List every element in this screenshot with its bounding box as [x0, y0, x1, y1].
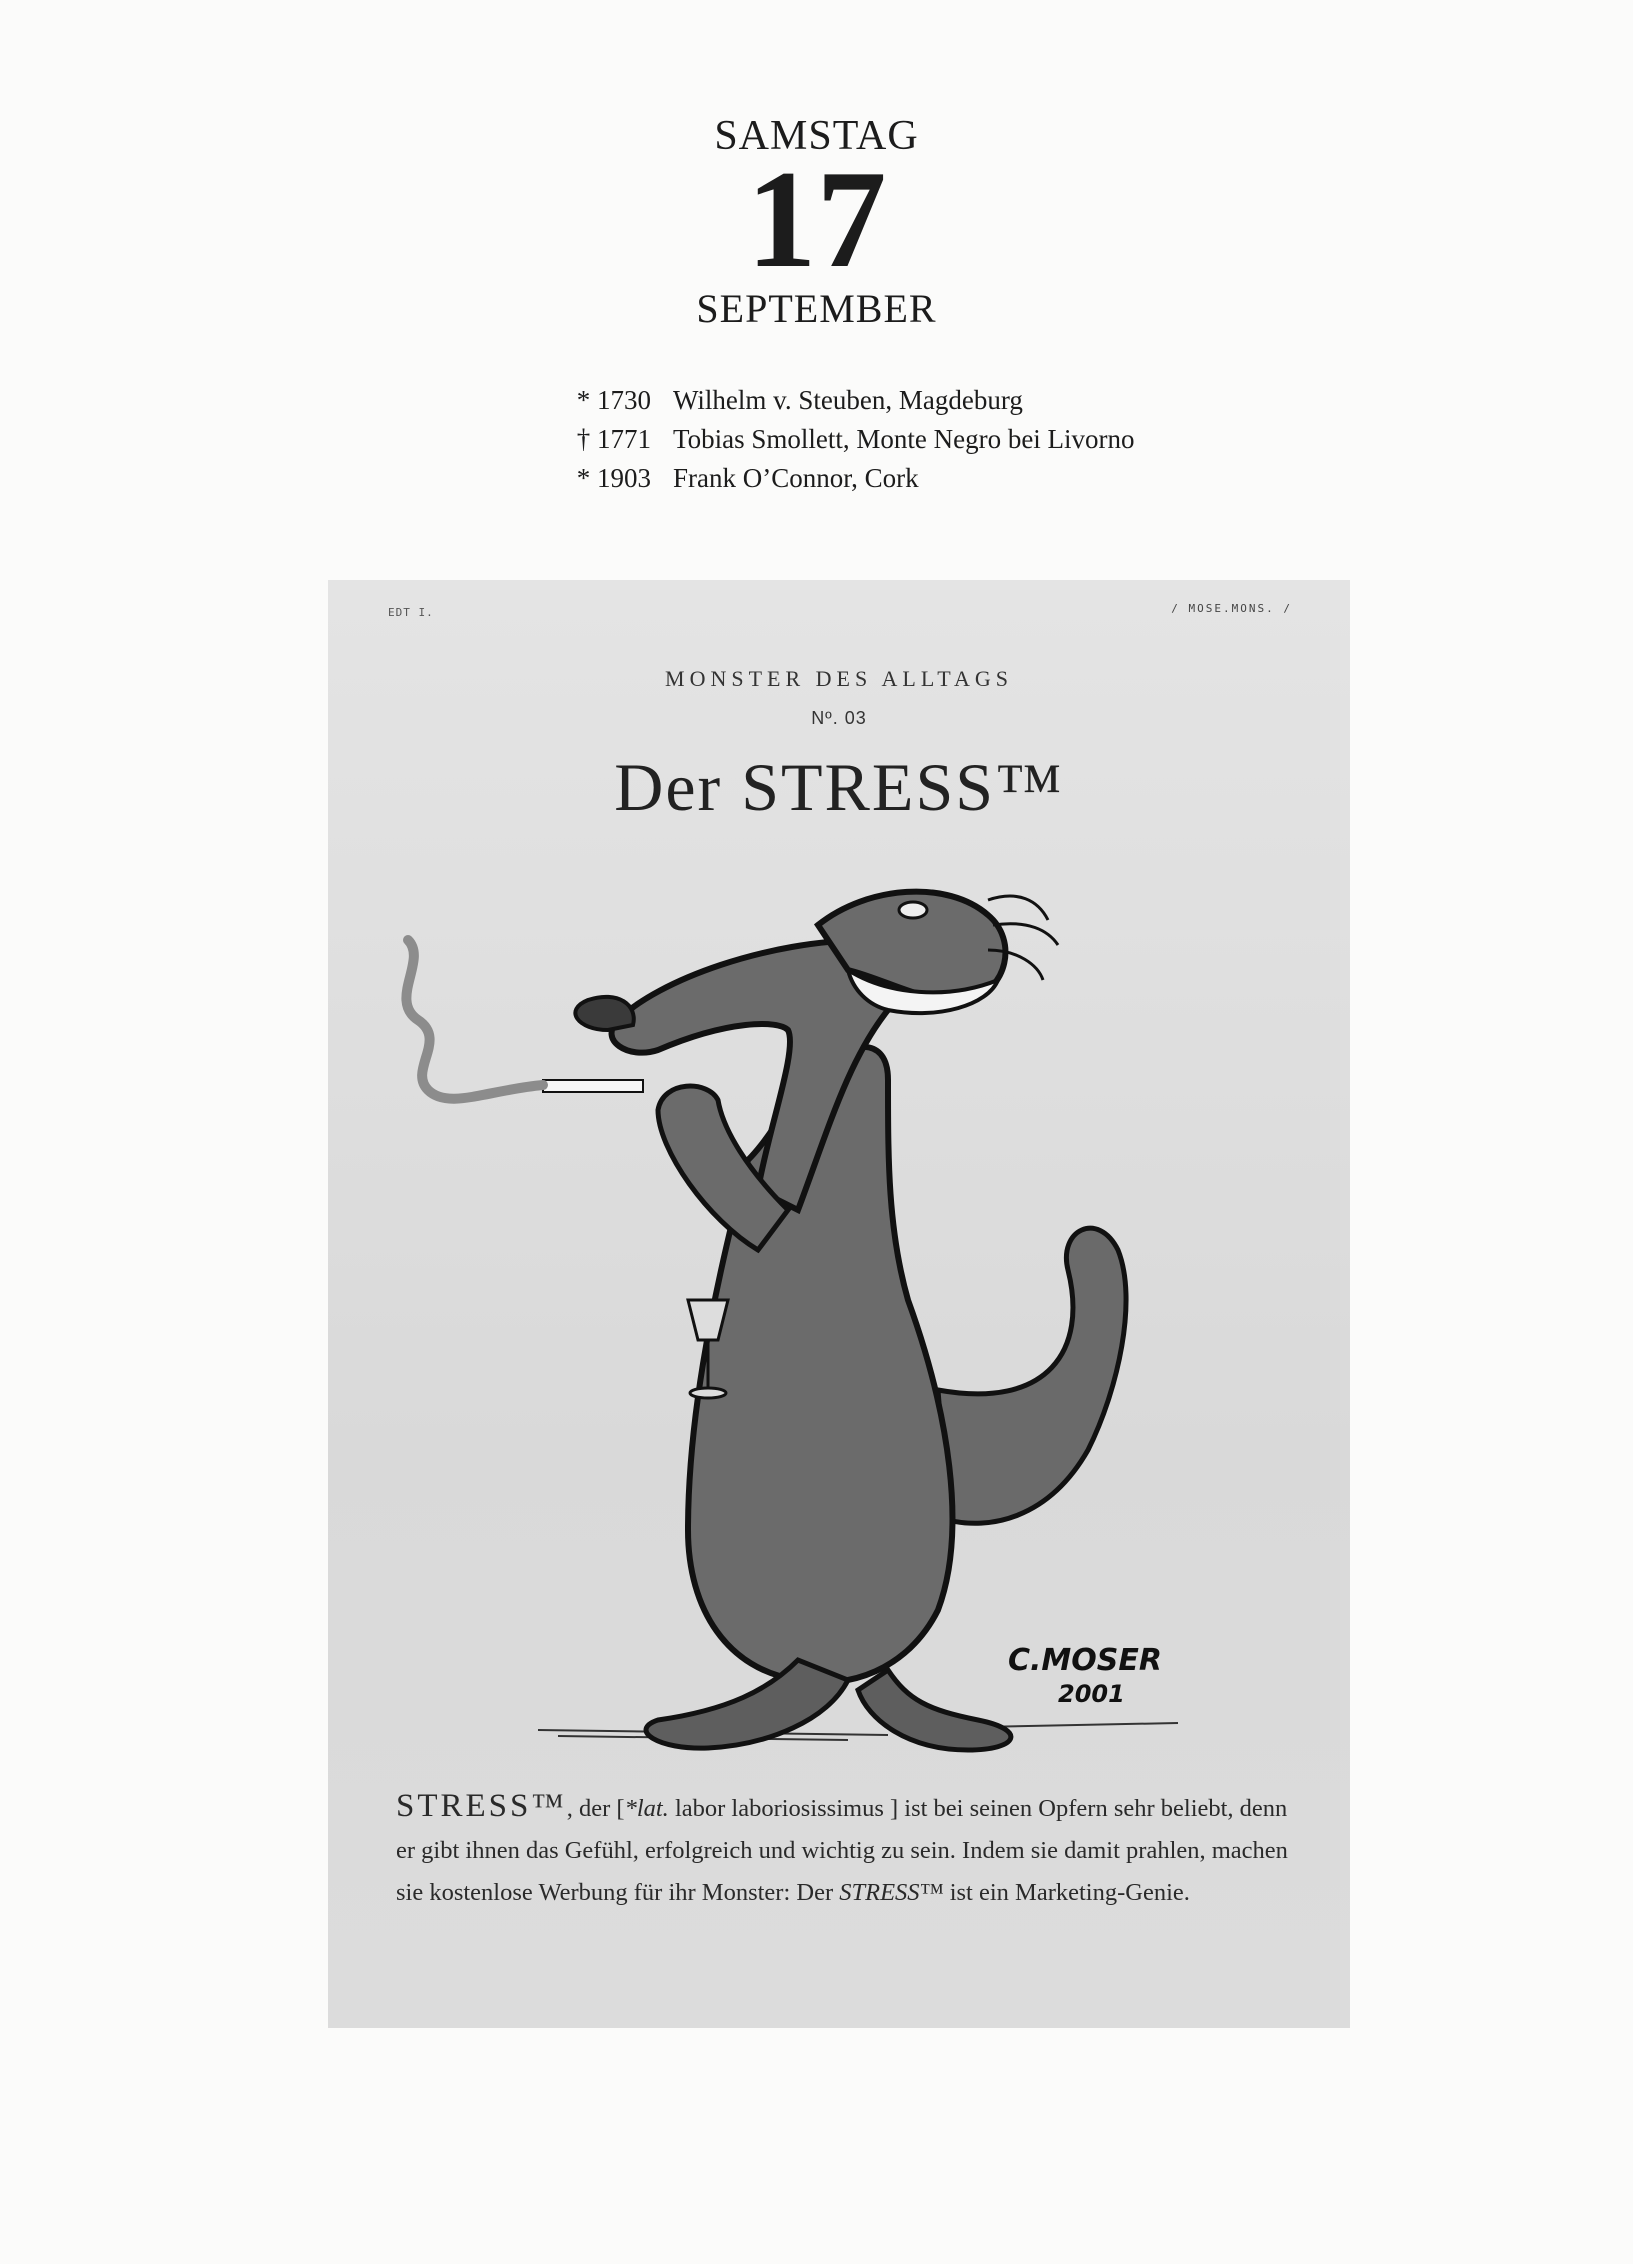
artist-signature: [1008, 1643, 1162, 1708]
event-row: [555, 385, 1135, 424]
svg-text:C.MOSER: C.MOSER: [1008, 1643, 1162, 1678]
smoke: [406, 940, 543, 1099]
event-description: Tobias Smollett, Monte Negro bei Livorno: [673, 424, 1135, 454]
card-description: [396, 1785, 1296, 1914]
weekday: SAMSTAG: [714, 113, 919, 159]
description-latin: *lat.: [624, 1795, 669, 1822]
description-part: ist ein Marketing-Genie.: [943, 1879, 1190, 1906]
card-edition: EDT I.: [388, 606, 434, 619]
event-year: * 1903: [576, 463, 651, 493]
card-title: Der STRESS™: [614, 749, 1064, 825]
card-number: Nº. 03: [811, 708, 867, 728]
card-mark: / MOSE.MONS. /: [1171, 602, 1292, 615]
event-year: * 1730: [576, 385, 651, 415]
description-part: , der [: [566, 1795, 625, 1822]
description-lead: STRESS™: [396, 1788, 567, 1824]
day-number: 17: [746, 142, 887, 297]
ground-shadow: [538, 1723, 1178, 1740]
event-row: [555, 424, 1135, 463]
card-series-title: MONSTER DES ALLTAGS: [665, 666, 1013, 691]
events-list: [555, 385, 1135, 502]
monster-tail: [938, 1228, 1126, 1523]
svg-text:2001: 2001: [1058, 1680, 1125, 1708]
event-row: [555, 463, 1135, 502]
stress-monster-illustration: [328, 830, 1350, 1830]
monster-card: [328, 580, 1350, 2028]
monster-eye: [899, 902, 927, 918]
event-description: Frank O’Connor, Cork: [673, 463, 919, 493]
event-description: Wilhelm v. Steuben, Magdeburg: [673, 385, 1023, 415]
month: SEPTEMBER: [696, 286, 937, 331]
description-name: STRESS™: [839, 1879, 944, 1906]
monster-leg-right: [858, 1670, 1011, 1750]
monster-snout-tip: [575, 997, 633, 1030]
description-part: labor laboriosissimus ] ist bei seinen Opfern sehr beliebt, denn er gibt ihnen das Gefühl, erfolgreich und wichtig zu sein. Indem sie damit prahlen, machen sie kostenlose Werbung für ihr Monster: Der: [396, 1795, 1288, 1906]
cigarette-icon: [543, 1080, 643, 1092]
event-year: † 1771: [576, 424, 651, 454]
